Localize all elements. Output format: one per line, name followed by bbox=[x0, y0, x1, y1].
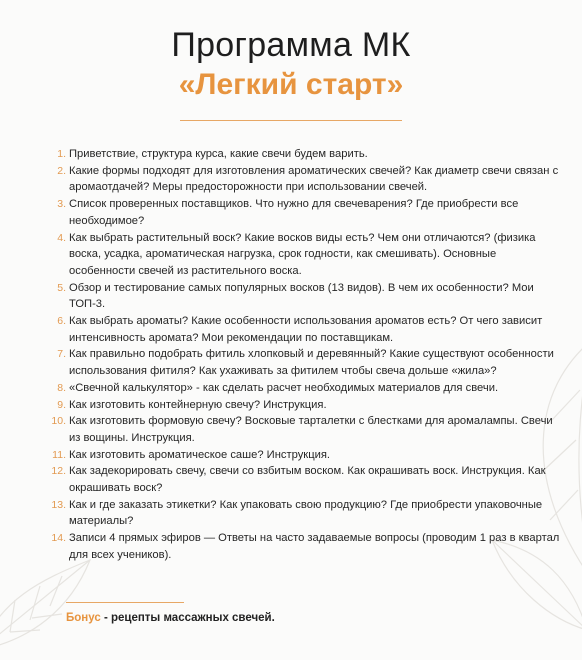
list-item bbox=[44, 196, 564, 229]
item-number: 3. bbox=[57, 198, 66, 211]
item-number: 4. bbox=[57, 231, 66, 244]
list-item bbox=[44, 230, 564, 280]
item-text: Как изготовить ароматическое саше? Инструкция. bbox=[69, 448, 331, 461]
bonus-text: - рецепты массажных свечей. bbox=[100, 612, 275, 624]
item-number: 9. bbox=[57, 398, 66, 411]
item-text: Приветствие, структура курса, какие свечи будем варить. bbox=[69, 148, 368, 160]
item-text: Как выбрать растительный воск? Какие восков виды есть? Чем они отличаются? (физика воска, усадка, ароматическая нагрузка, срок годности, как смешивать). Основные особенности свечей из растительного воска. bbox=[69, 231, 536, 277]
item-text: Обзор и тестирование самых популярных восков (13 видов). В чем их особенности? Мои ТОП-3. bbox=[69, 281, 534, 311]
list-item bbox=[44, 280, 564, 313]
list-item bbox=[44, 313, 564, 346]
list-item bbox=[44, 346, 564, 379]
item-text: Как изготовить формовую свечу? Восковые тарталетки с блестками для аромалампы. Свечи из вощины. Инструкция. bbox=[69, 415, 553, 444]
item-text: «Свечной калькулятор» - как сделать расчет необходимых материалов для свечи. bbox=[69, 381, 499, 394]
program-list bbox=[44, 146, 564, 564]
bonus-line bbox=[66, 612, 275, 624]
item-number: 7. bbox=[57, 348, 66, 361]
list-item bbox=[44, 530, 564, 563]
item-number: 6. bbox=[57, 315, 66, 328]
list-item bbox=[44, 397, 564, 414]
item-text: Как и где заказать этикетки? Как упаковать свою продукцию? Где приобрести упаковочные материалы? bbox=[69, 498, 543, 528]
title-divider bbox=[180, 120, 402, 121]
item-text: Какие формы подходят для изготовления ароматических свечей? Как диаметр свечи связан с аромаотдачей? Меры предосторожности при использовании свечей. bbox=[69, 164, 559, 194]
item-number: 14. bbox=[51, 532, 66, 545]
bonus-label: Бонус bbox=[66, 612, 101, 624]
page-subtitle: «Легкий старт» bbox=[178, 68, 404, 101]
item-number: 5. bbox=[57, 281, 66, 294]
item-number: 10. bbox=[51, 415, 66, 428]
item-number: 1. bbox=[57, 148, 66, 160]
item-text: Как выбрать ароматы? Какие особенности использования ароматов есть? От чего зависит интенсивность аромата? Мои рекомендации по поставщикам. bbox=[69, 315, 543, 344]
list-item bbox=[44, 380, 564, 397]
item-number: 11. bbox=[52, 448, 66, 461]
bonus-divider bbox=[66, 602, 184, 603]
item-text: Записи 4 прямых эфиров — Ответы на часто задаваемые вопросы (проводим 1 раз в квартал для всех учеников). bbox=[69, 532, 560, 561]
list-item bbox=[44, 146, 564, 163]
item-number: 12. bbox=[51, 465, 66, 478]
list-item bbox=[44, 413, 564, 446]
item-text: Как правильно подобрать фитиль хлопковый и деревянный? Какие существуют особенности использования фитиля? Как ухаживать за фитилем чтобы свеча дольше «жила»? bbox=[69, 348, 554, 378]
item-number: 2. bbox=[57, 164, 66, 177]
list-item bbox=[44, 163, 564, 196]
list-item bbox=[44, 463, 564, 496]
item-text: Список проверенных поставщиков. Что нужно для свечеварения? Где приобрести все необходимое? bbox=[69, 198, 519, 227]
item-text: Как задекорировать свечу, свечи со взбитым воском. Как окрашивать воск. Инструкция. Как окрашивать воск? bbox=[69, 465, 546, 495]
list-item bbox=[44, 447, 564, 464]
item-number: 8. bbox=[57, 381, 66, 394]
page-title: Программа МК bbox=[171, 26, 411, 64]
item-text: Как изготовить контейнерную свечу? Инструкция. bbox=[69, 398, 327, 411]
item-number: 13. bbox=[51, 498, 66, 511]
list-item bbox=[44, 497, 564, 530]
